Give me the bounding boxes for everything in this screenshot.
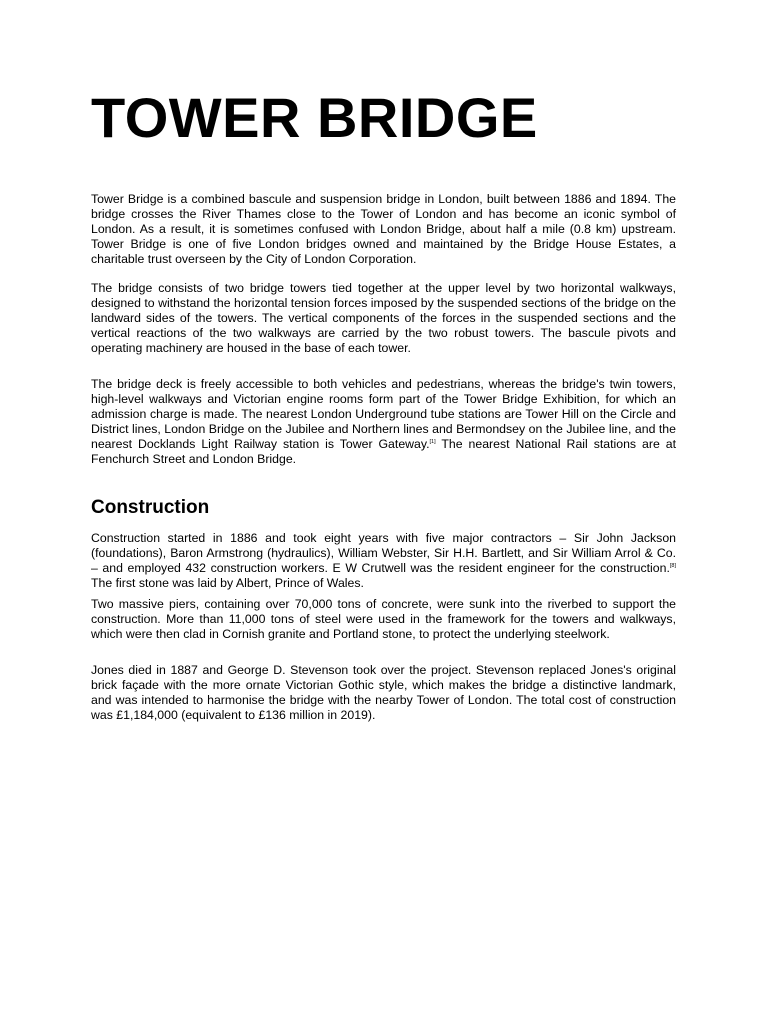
intro-paragraph-2: The bridge consists of two bridge towers tied together at the upper level by two horizontal walkways, designed to withstand the horizontal tension forces imposed by the suspended sections of the bridge on the landward sides of the towers. The vertical components of the forces in the suspended sections and the vertical reactions of the two walkways are carried by the two robust towers. The bascule pivots and operating machinery are housed in the base of each tower. bbox=[91, 281, 676, 355]
intro-paragraph-1: Tower Bridge is a combined bascule and suspension bridge in London, built between 1886 and 1894. The bridge crosses the River Thames close to the Tower of London and has become an iconic symbol of London. As a result, it is sometimes confused with London Bridge, about half a mile (0.8 km) upstream. Tower Bridge is one of five London bridges owned and maintained by the Bridge House Estates, a charitable trust overseen by the City of London Corporation. bbox=[91, 192, 676, 266]
construction-paragraph-1-text: Construction started in 1886 and took eight years with five major contractors – Sir John Jackson (foundations), Baron Armstrong (hydraulics), William Webster, Sir H.H. Bartlett, and Sir William Arrol & Co. – and employed 432 construction workers. E W Crutwell was the resident engineer for the construction. bbox=[91, 531, 676, 575]
page-title: TOWER BRIDGE bbox=[91, 86, 538, 149]
intro-paragraph-3-text-end: The nearest National Rail stations are at Fenchurch Street and London Bridge. bbox=[91, 437, 677, 466]
section-heading-construction: Construction bbox=[91, 497, 210, 518]
construction-paragraph-1 bbox=[91, 531, 676, 591]
construction-paragraph-3: Jones died in 1887 and George D. Stevenson took over the project. Stevenson replaced Jones's original brick façade with the more ornate Victorian Gothic style, which makes the bridge a distinctive landmark, and was intended to harmonise the bridge with the nearby Tower of London. The total cost of construction was £1,184,000 (equivalent to £136 million in 2019). bbox=[91, 663, 676, 722]
construction-paragraph-1-text-end: The first stone was laid by Albert, Prince of Wales. bbox=[91, 576, 364, 590]
citation-ref-8[interactable]: [8] bbox=[669, 563, 676, 569]
citation-ref-1[interactable]: [1] bbox=[429, 439, 436, 445]
intro-paragraph-3-text: The bridge deck is freely accessible to both vehicles and pedestrians, whereas the bridge's twin towers, high-level walkways and Victorian engine rooms form part of the Tower Bridge Exhibition, for which an admission charge is made. The nearest London Underground tube stations are Tower Hill on the Circle and District lines, London Bridge on the Jubilee and Northern lines and Bermondsey on the Jubilee line, and the nearest Docklands Light Railway station is Tower Gateway. bbox=[91, 377, 676, 451]
construction-paragraph-2: Two massive piers, containing over 70,000 tons of concrete, were sunk into the riverbed to support the construction. More than 11,000 tons of steel were used in the framework for the towers and walkways, which were then clad in Cornish granite and Portland stone, to protect the underlying steelwork. bbox=[91, 597, 676, 641]
intro-paragraph-3 bbox=[91, 377, 676, 467]
